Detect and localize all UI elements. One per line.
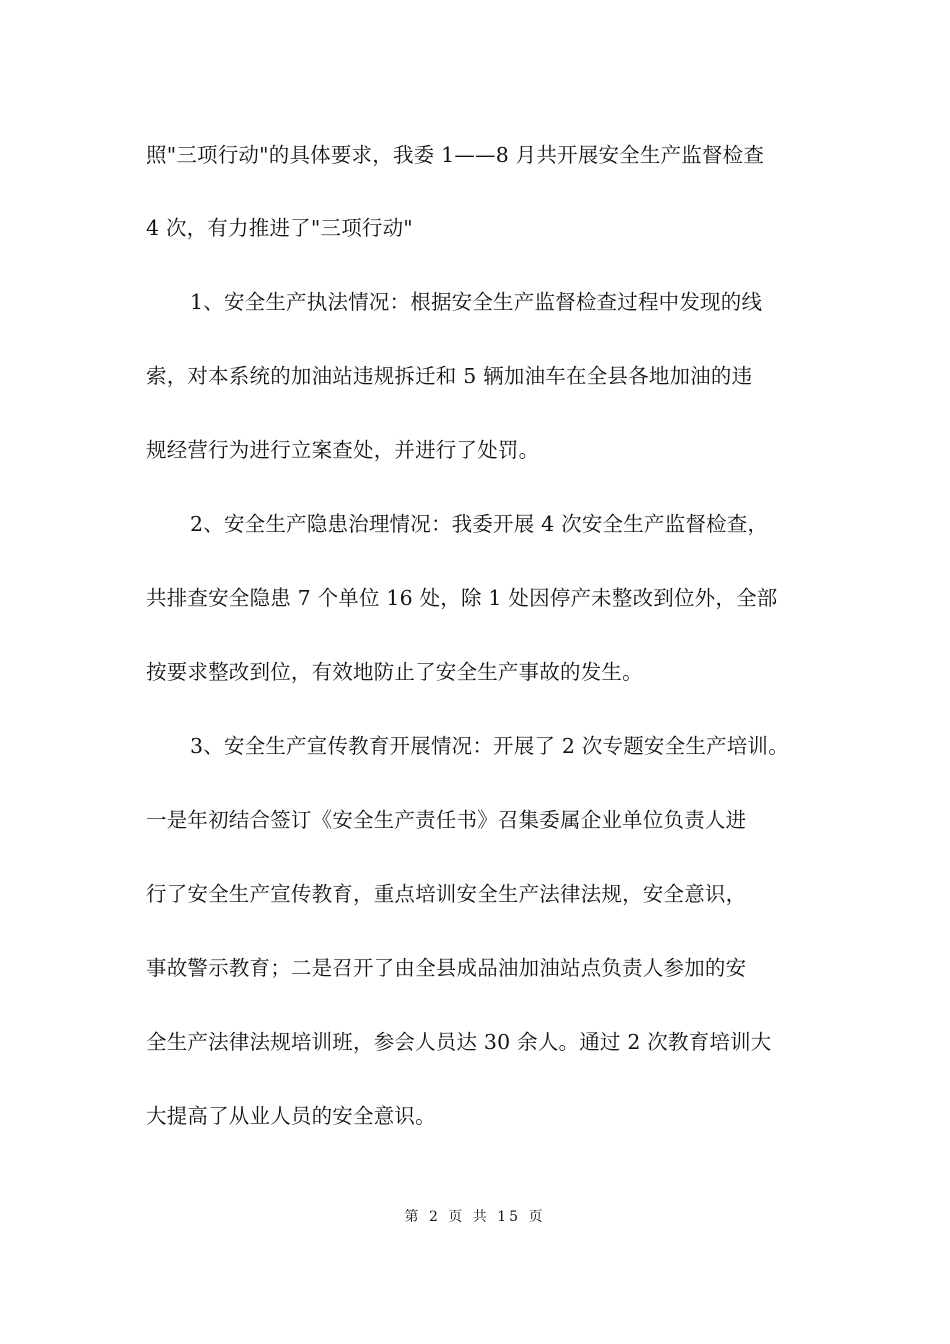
text-line: 4 次，有力推进了"三项行动": [146, 216, 413, 240]
text-line: 照"三项行动"的具体要求，我委 1——8 月共开展安全生产监督检查: [146, 143, 765, 167]
text-line: 全生产法律法规培训班，参会人员达 30 余人。通过 2 次教育培训大: [146, 1030, 772, 1054]
text-line: 事故警示教育；二是召开了由全县成品油加油站点负责人参加的安: [146, 956, 747, 980]
text-line: 行了安全生产宣传教育，重点培训安全生产法律法规，安全意识，: [146, 882, 747, 906]
text-line: 共排查安全隐患 7 个单位 16 处，除 1 处因停产未整改到位外，全部: [146, 586, 778, 610]
text-line: 索，对本系统的加油站违规拆迁和 5 辆加油车在全县各地加油的违: [146, 364, 753, 388]
text-line: 按要求整改到位，有效地防止了安全生产事故的发生。: [146, 660, 643, 684]
paragraph-2-heading-line: 2、安全生产隐患治理情况：我委开展 4 次安全生产监督检查，: [190, 512, 769, 536]
text-line: 一是年初结合签订《安全生产责任书》召集委属企业单位负责人进: [146, 808, 747, 832]
paragraph-3-heading-line: 3、安全生产宣传教育开展情况：开展了 2 次专题安全生产培训。: [190, 734, 789, 758]
page-number-footer: 第 2 页 共 15 页: [404, 1209, 546, 1225]
text-line: 规经营行为进行立案查处，并进行了处罚。: [146, 438, 540, 462]
text-line: 大提高了从业人员的安全意识。: [146, 1104, 436, 1128]
paragraph-1-heading-line: 1、安全生产执法情况：根据安全生产监督检查过程中发现的线: [190, 290, 763, 314]
